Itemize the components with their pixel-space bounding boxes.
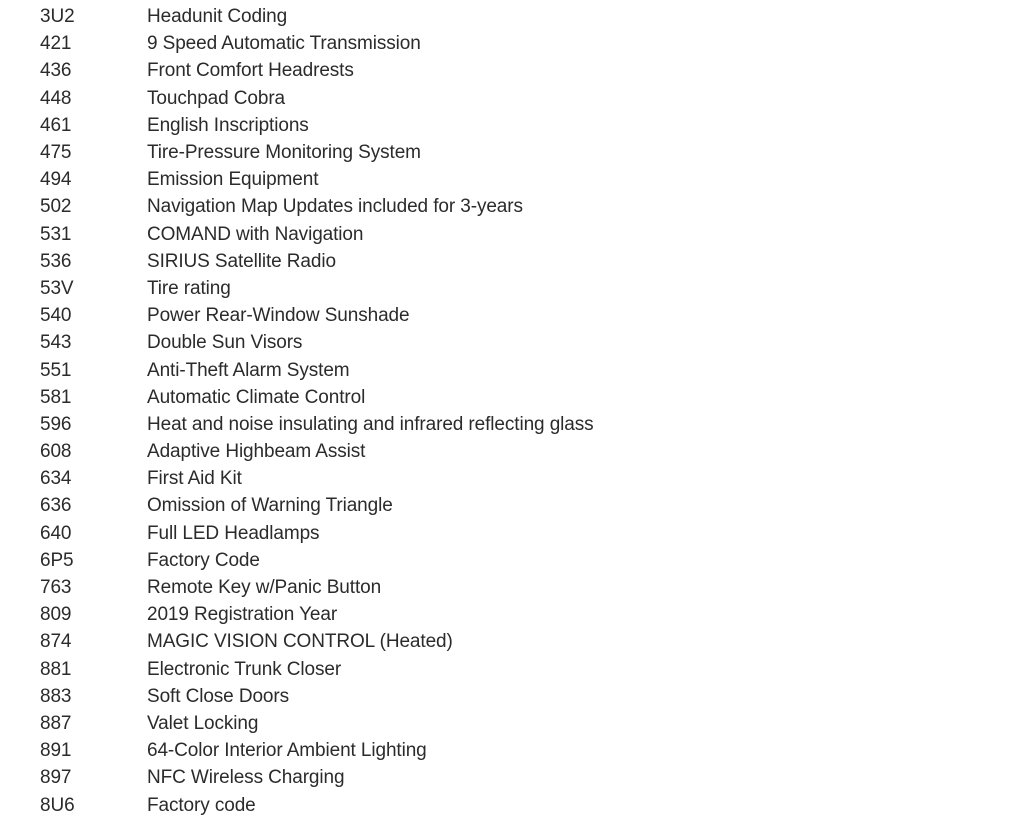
option-description: Front Comfort Headrests [147,60,354,82]
option-code: 475 [40,142,72,164]
option-description: Factory code [147,794,256,816]
list-item [0,791,1024,818]
option-description: Heat and noise insulating and infrared reflecting glass [147,413,594,435]
list-item [0,737,1024,764]
option-code: 436 [40,60,72,82]
option-code: 809 [40,604,72,626]
list-item [0,764,1024,791]
option-description: English Inscriptions [147,114,309,136]
option-description: SIRIUS Satellite Radio [147,250,336,272]
list-item [0,57,1024,84]
option-description: Double Sun Visors [147,332,303,354]
option-code: 536 [40,250,72,272]
list-item [0,30,1024,57]
option-code: 531 [40,223,72,245]
list-item [0,112,1024,139]
option-code: 883 [40,685,72,707]
list-item [0,139,1024,166]
option-description: NFC Wireless Charging [147,767,345,789]
option-description: Anti-Theft Alarm System [147,359,350,381]
list-item [0,221,1024,248]
option-code: 6P5 [40,549,74,571]
option-description: COMAND with Navigation [147,223,364,245]
option-description: 64-Color Interior Ambient Lighting [147,740,427,762]
option-code: 608 [40,441,72,463]
list-item [0,411,1024,438]
option-code: 881 [40,658,72,680]
option-code: 636 [40,495,72,517]
option-code: 540 [40,305,72,327]
list-item [0,384,1024,411]
option-code: 763 [40,577,72,599]
option-code: 551 [40,359,72,381]
option-description: Tire rating [147,277,231,299]
option-code: 502 [40,196,72,218]
option-code: 448 [40,87,72,109]
option-description: Electronic Trunk Closer [147,658,342,680]
option-code: 8U6 [40,794,75,816]
option-description: Emission Equipment [147,169,319,191]
list-item [0,574,1024,601]
option-description: Power Rear-Window Sunshade [147,305,410,327]
list-item [0,492,1024,519]
list-item [0,628,1024,655]
option-code: 461 [40,114,72,136]
option-code-list [0,3,1024,819]
option-code: 3U2 [40,6,75,28]
option-description: Adaptive Highbeam Assist [147,441,366,463]
list-item [0,438,1024,465]
list-item [0,710,1024,737]
list-item [0,3,1024,30]
list-item [0,193,1024,220]
option-code: 891 [40,740,72,762]
list-item [0,465,1024,492]
option-description: Valet Locking [147,712,259,734]
list-item [0,302,1024,329]
option-description: Headunit Coding [147,6,288,28]
list-item [0,275,1024,302]
option-code: 640 [40,522,72,544]
list-item [0,683,1024,710]
option-code: 494 [40,169,72,191]
option-description: Remote Key w/Panic Button [147,577,382,599]
option-code: 581 [40,386,72,408]
option-description: Navigation Map Updates included for 3-years [147,196,523,218]
option-code: 634 [40,468,72,490]
option-code: 887 [40,712,72,734]
option-description: 2019 Registration Year [147,604,338,626]
list-item [0,85,1024,112]
option-description: Tire-Pressure Monitoring System [147,142,421,164]
option-description: First Aid Kit [147,468,242,490]
option-description: Full LED Headlamps [147,522,320,544]
option-description: 9 Speed Automatic Transmission [147,33,421,55]
list-item [0,248,1024,275]
option-code: 596 [40,413,72,435]
list-item [0,601,1024,628]
list-item [0,656,1024,683]
option-description: Touchpad Cobra [147,87,286,109]
list-item [0,329,1024,356]
option-description: Soft Close Doors [147,685,290,707]
option-code: 53V [40,277,74,299]
option-description: MAGIC VISION CONTROL (Heated) [147,631,453,653]
option-code: 543 [40,332,72,354]
list-item [0,547,1024,574]
option-description: Automatic Climate Control [147,386,366,408]
list-item [0,166,1024,193]
option-code: 421 [40,33,72,55]
option-description: Omission of Warning Triangle [147,495,393,517]
option-code: 874 [40,631,72,653]
list-item [0,356,1024,383]
option-code: 897 [40,767,72,789]
option-description: Factory Code [147,549,260,571]
list-item [0,520,1024,547]
